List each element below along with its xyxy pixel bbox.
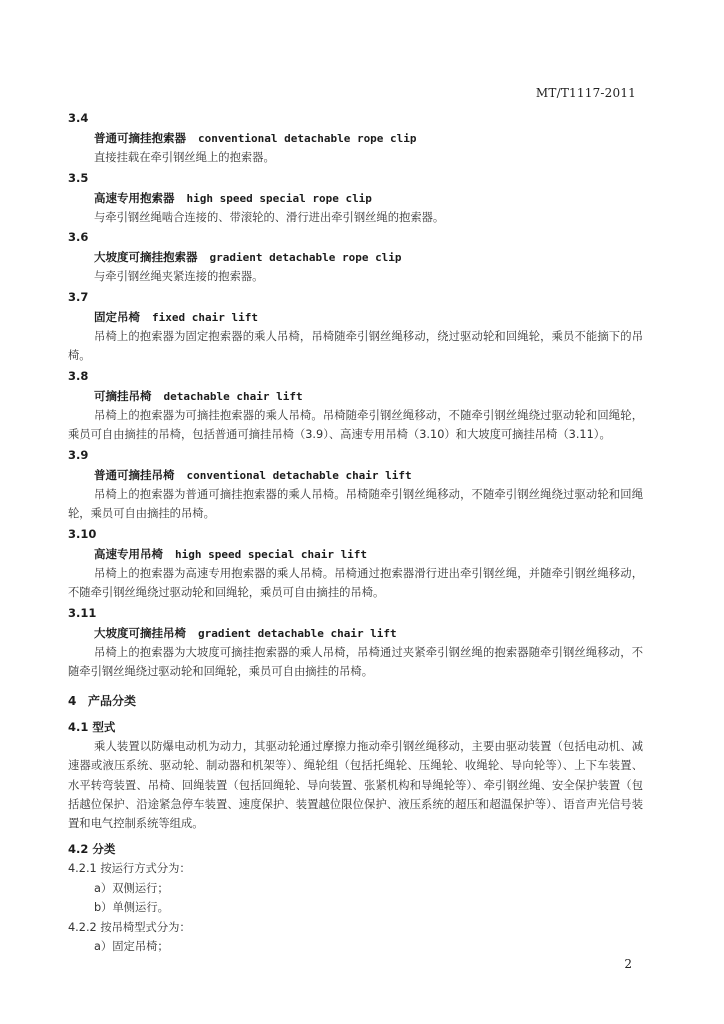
term-number: 3.10 xyxy=(68,526,97,541)
term-number: 3.6 xyxy=(68,230,89,245)
page-number: 2 xyxy=(624,957,632,971)
term-definition: 与牵引钢丝绳夹紧连接的抱索器。 xyxy=(94,270,264,284)
term-en: gradient detachable rope clip xyxy=(209,251,402,265)
term-3-11 xyxy=(68,603,643,681)
term-definition: 吊椅上的抱索器为可摘挂抱索器的乘人吊椅。吊椅随牵引钢丝绳移动，不随牵引钢丝绳绕过驱动轮和回绳轮，乘员可自由摘挂的吊椅，包括普通可摘挂吊椅（3.9）、高速专用吊椅（3.10）和大坡度可摘挂吊椅（3.11）。 xyxy=(68,409,643,442)
term-number: 3.8 xyxy=(68,369,89,384)
chapter-number: 4 xyxy=(68,694,77,709)
term-definition: 与牵引钢丝绳啮合连接的、带滚轮的、滑行进出牵引钢丝绳的抱索器。 xyxy=(94,210,445,224)
term-zh: 可摘挂吊椅 xyxy=(94,389,152,404)
term-3-9 xyxy=(68,445,643,523)
term-definition: 吊椅上的抱索器为大坡度可摘挂抱索器的乘人吊椅，吊椅通过夹紧牵引钢丝绳的抱索器随牵引钢丝绳移动，不随牵引钢丝绳绕过驱动轮和回绳轮，乘员可自由摘挂的吊椅。 xyxy=(68,645,643,678)
term-zh: 普通可摘挂吊椅 xyxy=(94,467,175,482)
term-number: 3.4 xyxy=(68,111,89,125)
chapter-heading xyxy=(68,691,643,711)
subsection-4-2-1: 4.2.1 按运行方式分为： xyxy=(68,862,191,876)
term-en: high speed special chair lift xyxy=(175,547,368,561)
term-number: 3.7 xyxy=(68,290,89,305)
term-title xyxy=(68,128,643,148)
term-3-6 xyxy=(68,227,643,286)
term-number: 3.5 xyxy=(68,170,89,185)
chapter-title: 产品分类 xyxy=(88,694,137,709)
term-title xyxy=(68,307,643,327)
term-number: 3.9 xyxy=(68,447,89,462)
term-definition: 吊椅上的抱索器为高速专用抱索器的乘人吊椅。吊椅通过抱索器滑行进出牵引钢丝绳，并随牵引钢丝绳移动，不随牵引钢丝绳绕过驱动轮和回绳轮，乘员可自由摘挂的吊椅。 xyxy=(68,566,643,600)
section-paragraph: 乘人装置以防爆电动机为动力，其驱动轮通过摩擦力拖动牵引钢丝绳移动，主要由驱动装置（包括电动机、减速器或液压系统、驱动轮、制动器和机架等）、绳轮组（包括托绳轮、压绳轮、收绳轮、导向轮等）、上下车装置、水平转弯装置、吊椅、回绳装置（包括回绳轮、导向装置、张紧机构和导绳轮等）、牵引钢丝绳、安全保护装置（包括越位保护、沿途紧急停车装置、速度保护、装置越位限位保护、液压系统的超压和超温保护等）、语音声光信号装置和电气控制系统等组成。 xyxy=(68,740,643,830)
term-title xyxy=(68,247,643,267)
section-heading-4-1: 4.1 型式 xyxy=(68,720,116,735)
term-title xyxy=(68,623,643,643)
subsection-4-2-2: 4.2.2 按吊椅型式分为： xyxy=(68,920,191,934)
section-heading-4-2: 4.2 分类 xyxy=(68,842,116,857)
term-en: conventional detachable rope clip xyxy=(198,132,417,145)
term-title xyxy=(68,386,643,406)
term-zh: 普通可摘挂抱索器 xyxy=(94,131,186,145)
term-title xyxy=(68,188,643,208)
term-3-5 xyxy=(68,168,643,227)
term-definition: 直接挂载在牵引钢丝绳上的抱索器。 xyxy=(94,151,275,164)
term-en: high speed special rope clip xyxy=(186,191,372,205)
term-en: gradient detachable chair lift xyxy=(198,626,397,640)
term-3-7 xyxy=(68,287,643,365)
term-definition: 吊椅上的抱索器为普通可摘挂抱索器的乘人吊椅。吊椅随牵引钢丝绳移动，不随牵引钢丝绳绕过驱动轮和回绳轮，乘员可自由摘挂的吊椅。 xyxy=(68,487,643,521)
term-definition: 吊椅上的抱索器为固定抱索器的乘人吊椅，吊椅随牵引钢丝绳移动，绕过驱动轮和回绳轮，乘员不能摘下的吊椅。 xyxy=(68,330,643,363)
term-title xyxy=(68,544,643,564)
list-item: b）单侧运行。 xyxy=(94,901,169,915)
term-3-8 xyxy=(68,366,643,444)
term-3-10 xyxy=(68,524,643,602)
term-en: detachable chair lift xyxy=(163,390,303,404)
list-item: a）固定吊椅； xyxy=(94,940,169,954)
page-content xyxy=(68,108,643,957)
list-item: a）双侧运行； xyxy=(94,881,169,895)
term-en: conventional detachable chair lift xyxy=(186,468,412,482)
term-en: fixed chair lift xyxy=(152,311,258,325)
term-zh: 高速专用抱索器 xyxy=(94,190,175,205)
term-number: 3.11 xyxy=(68,605,97,620)
term-zh: 高速专用吊椅 xyxy=(94,546,163,561)
term-zh: 大坡度可摘挂吊椅 xyxy=(94,625,186,640)
term-title xyxy=(68,465,643,485)
term-zh: 大坡度可摘挂抱索器 xyxy=(94,250,198,265)
term-3-4 xyxy=(68,108,643,167)
term-zh: 固定吊椅 xyxy=(94,310,140,325)
standard-number: MT/T1117-2011 xyxy=(535,86,636,100)
